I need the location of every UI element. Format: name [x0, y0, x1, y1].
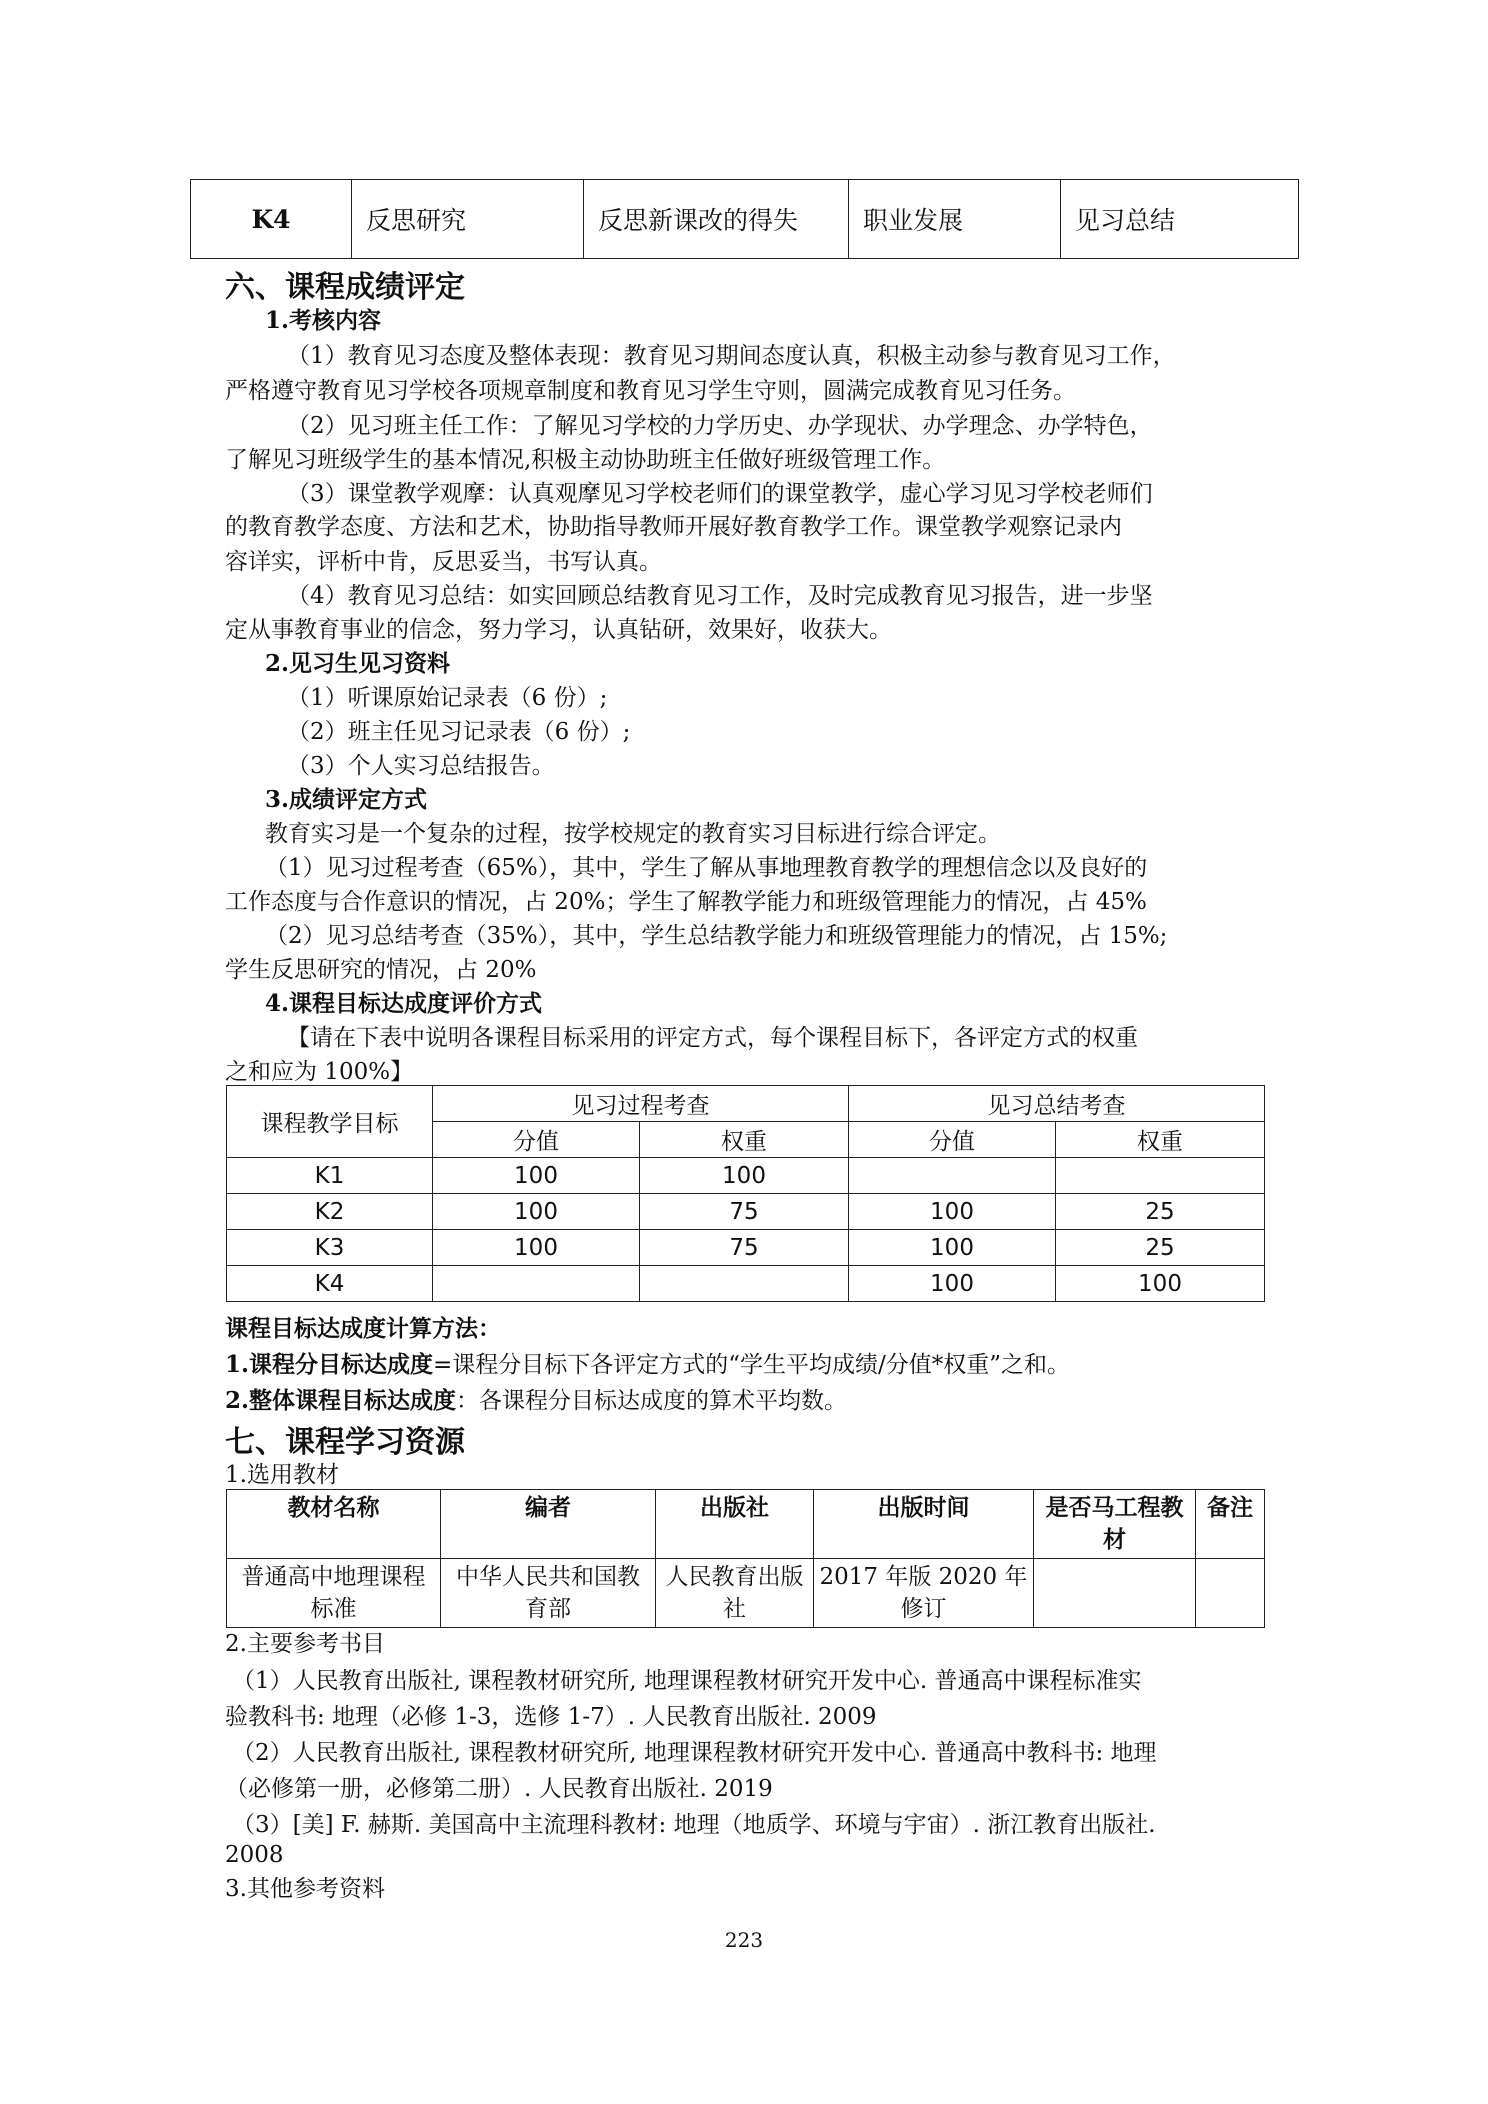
paragraph-line: （2）见习总结考查（35%），其中，学生总结教学能力和班级管理能力的情况，占 15%;: [265, 923, 1168, 949]
paragraph-line: （1）教育见习态度及整体表现：教育见习期间态度认真，积极主动参与教育见习工作，: [287, 343, 1176, 369]
note-line: 【请在下表中说明各课程目标采用的评定方式，每个课程目标下，各评定方式的权重: [287, 1025, 1138, 1051]
table-cell: 100: [849, 1194, 1056, 1230]
table-cell: [433, 1266, 640, 1302]
column-header: 分值: [849, 1122, 1056, 1158]
table-cell: 75: [640, 1194, 849, 1230]
subsection-title: 4.课程目标达成度评价方式: [265, 990, 543, 1017]
subsection-title: 1.选用教材: [225, 1462, 339, 1488]
column-header: 出版时间: [814, 1490, 1034, 1559]
table-header-row: [227, 1086, 1265, 1122]
table-cell: [1056, 1158, 1265, 1194]
paragraph-line: （1）见习过程考查（65%），其中，学生了解从事地理教育教学的理想信念以及良好的: [265, 855, 1148, 881]
table-cell: 100: [433, 1158, 640, 1194]
table-cell: 中华人民共和国教育部: [441, 1559, 656, 1628]
calc-definition: ：各课程分目标达成度的算术平均数。: [456, 1388, 848, 1414]
evaluation-table: [226, 1085, 1265, 1302]
paragraph-line: 教育实习是一个复杂的过程，按学校规定的教育实习目标进行综合评定。: [265, 821, 1001, 847]
reference-line: （3）[美] F. 赫斯. 美国高中主流理科教材: 地理（地质学、环境与宇宙）. 浙江教育出版社.: [232, 1812, 1156, 1838]
table-cell: [640, 1266, 849, 1302]
paragraph-line: （4）教育见习总结：如实回顾总结教育见习工作，及时完成教育见习报告，进一步坚: [287, 583, 1153, 609]
table-cell: K3: [227, 1230, 433, 1266]
column-header: 见习过程考查: [433, 1086, 849, 1122]
table-cell: 25: [1056, 1194, 1265, 1230]
reference-line: 验教科书: 地理（必修 1-3，选修 1-7）. 人民教育出版社. 2009: [225, 1704, 877, 1730]
table-cell: 100: [640, 1158, 849, 1194]
table-cell: 100: [849, 1230, 1056, 1266]
column-header: 教材名称: [227, 1490, 441, 1559]
top-table: [190, 179, 1299, 259]
table-cell: 2017 年版 2020 年修订: [814, 1559, 1034, 1628]
table-cell: 反思研究: [352, 180, 584, 259]
list-item: （1）听课原始记录表（6 份）;: [287, 685, 608, 711]
table-cell: [849, 1158, 1056, 1194]
calc-title: 课程目标达成度计算方法：: [225, 1315, 501, 1342]
calc-line-2: [225, 1382, 847, 1415]
table-row: [227, 1559, 1265, 1628]
table-cell: 100: [1056, 1266, 1265, 1302]
column-header: 课程教学目标: [227, 1086, 433, 1158]
subsection-title: 3.其他参考资料: [225, 1876, 385, 1902]
calc-line-1: [225, 1346, 1070, 1379]
paragraph-line: 工作态度与合作意识的情况，占 20%；学生了解教学能力和班级管理能力的情况，占 45%: [225, 889, 1147, 915]
table-row: [227, 1230, 1265, 1266]
table-cell: 职业发展: [849, 180, 1061, 259]
table-header-row: [227, 1490, 1265, 1559]
section-title: 七、课程学习资源: [225, 1425, 465, 1460]
table-cell: 100: [433, 1230, 640, 1266]
table-cell: [1196, 1559, 1265, 1628]
reference-line: （2）人民教育出版社, 课程教材研究所, 地理课程教材研究开发中心. 普通高中教科书: 地理: [232, 1740, 1157, 1766]
paragraph-line: 学生反思研究的情况，占 20%: [225, 957, 537, 983]
table-row: [191, 180, 1299, 259]
textbook-table: [226, 1489, 1265, 1628]
table-row: [227, 1158, 1265, 1194]
subsection-title: 1.考核内容: [265, 307, 382, 334]
paragraph-line: 的教育教学态度、方法和艺术，协助指导教师开展好教育教学工作。课堂教学观察记录内: [225, 514, 1122, 540]
list-item: （3）个人实习总结报告。: [287, 753, 555, 779]
column-header: 权重: [640, 1122, 849, 1158]
table-cell: [1034, 1559, 1196, 1628]
note-line: 之和应为 100%】: [225, 1059, 414, 1085]
column-header: 见习总结考查: [849, 1086, 1265, 1122]
reference-line: （必修第一册，必修第二册）. 人民教育出版社. 2019: [225, 1776, 773, 1802]
calc-term: 1.课程分目标达成度: [225, 1351, 434, 1378]
paragraph-line: 容详实，评析中肯，反思妥当，书写认真。: [225, 549, 662, 575]
paragraph-line: （2）见习班主任工作：了解见习学校的力学历史、办学现状、办学理念、办学特色，: [287, 413, 1153, 439]
list-item: （2）班主任见习记录表（6 份）;: [287, 719, 631, 745]
table-cell: 反思新课改的得失: [584, 180, 849, 259]
paragraph-line: 了解见习班级学生的基本情况,积极主动协助班主任做好班级管理工作。: [225, 447, 946, 473]
paragraph-line: （3）课堂教学观摩：认真观摩见习学校老师们的课堂教学，虚心学习见习学校老师们: [287, 481, 1153, 507]
table-cell: 见习总结: [1061, 180, 1299, 259]
table-cell: 普通高中地理课程标准: [227, 1559, 441, 1628]
calc-definition: =课程分目标下各评定方式的“学生平均成绩/分值*权重”之和。: [433, 1352, 1071, 1378]
table-cell: K1: [227, 1158, 433, 1194]
table-cell: 人民教育出版社: [656, 1559, 814, 1628]
column-header: 权重: [1056, 1122, 1265, 1158]
paragraph-line: 定从事教育事业的信念，努力学习，认真钻研，效果好，收获大。: [225, 617, 892, 643]
table-cell: K2: [227, 1194, 433, 1230]
column-header: 出版社: [656, 1490, 814, 1559]
section-title: 六、课程成绩评定: [225, 270, 465, 305]
table-cell: K4: [227, 1266, 433, 1302]
table-cell: 25: [1056, 1230, 1265, 1266]
subsection-title: 2.主要参考书目: [225, 1631, 385, 1657]
page-number: 223: [724, 1928, 764, 1952]
table-row: [227, 1266, 1265, 1302]
column-header: 是否马工程教材: [1034, 1490, 1196, 1559]
subsection-title: 2.见习生见习资料: [265, 650, 451, 677]
column-header: 备注: [1196, 1490, 1265, 1559]
table-cell: 100: [433, 1194, 640, 1230]
reference-line: 2008: [225, 1842, 284, 1868]
column-header: 分值: [433, 1122, 640, 1158]
column-header: 编者: [441, 1490, 656, 1559]
calc-term: 2.整体课程目标达成度: [225, 1387, 457, 1414]
table-cell: K4: [191, 180, 352, 259]
reference-line: （1）人民教育出版社, 课程教材研究所, 地理课程教材研究开发中心. 普通高中课程标准实: [232, 1668, 1142, 1694]
paragraph-line: 严格遵守教育见习学校各项规章制度和教育见习学生守则，圆满完成教育见习任务。: [225, 378, 1076, 404]
table-cell: 100: [849, 1266, 1056, 1302]
subsection-title: 3.成绩评定方式: [265, 786, 428, 813]
table-row: [227, 1194, 1265, 1230]
table-cell: 75: [640, 1230, 849, 1266]
